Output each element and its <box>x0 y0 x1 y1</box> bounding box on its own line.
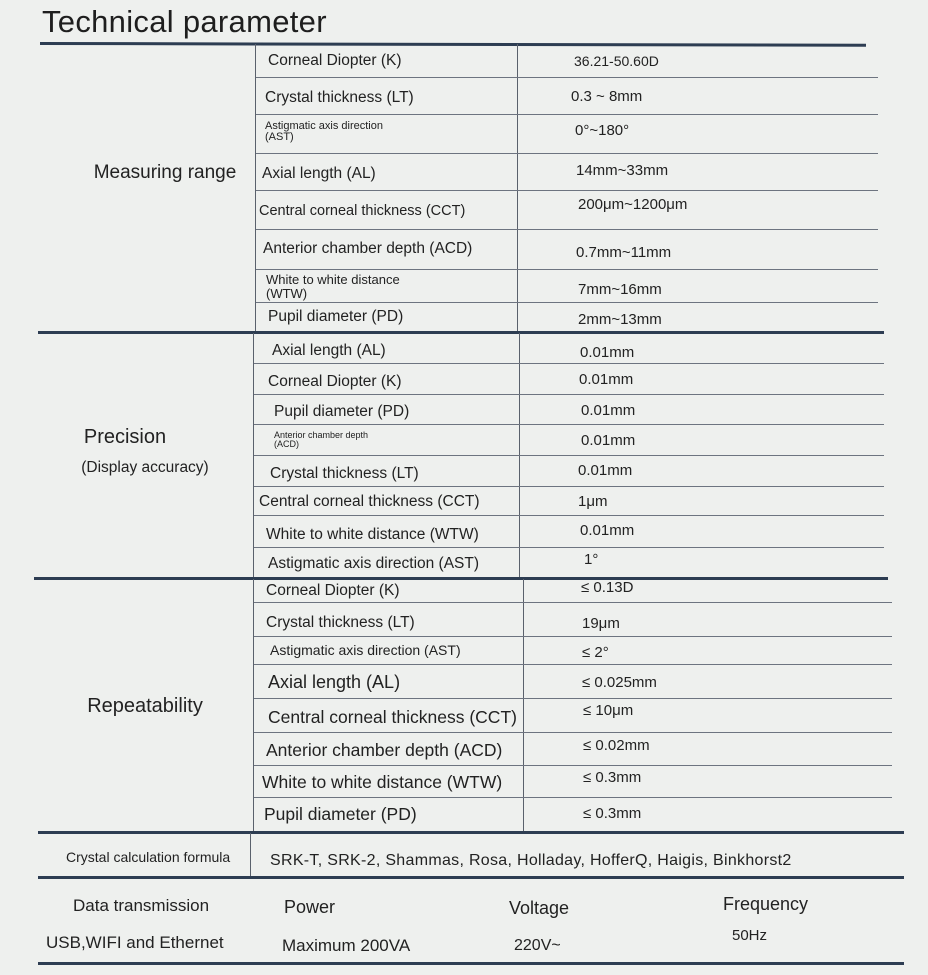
param-value: 36.21-50.60D <box>574 53 659 69</box>
param-value: 2mm~13mm <box>578 311 662 328</box>
section-divider <box>38 876 904 879</box>
row-divider <box>254 732 892 733</box>
section-label-measuring-range: Measuring range <box>93 162 237 183</box>
row-divider <box>256 153 878 154</box>
row-divider <box>254 797 892 798</box>
param-value: ≤ 0.3mm <box>583 769 642 786</box>
row-divider <box>256 114 878 115</box>
param-label: Astigmatic axis direction (AST) <box>268 555 480 572</box>
column-divider <box>253 579 254 831</box>
row-divider <box>256 302 878 303</box>
param-label: Anterior chamber depth (ACD) <box>274 430 369 449</box>
voltage-value: 220V~ <box>514 937 561 954</box>
param-value: ≤ 0.02mm <box>583 737 650 754</box>
row-divider <box>256 190 878 191</box>
param-value: ≤ 10μm <box>583 702 634 719</box>
param-value: 14mm~33mm <box>576 162 669 179</box>
param-label: White to white distance (WTW) <box>266 272 400 301</box>
row-divider <box>254 394 884 395</box>
param-label: Axial length (AL) <box>272 342 386 359</box>
row-divider <box>254 636 892 637</box>
row-divider <box>254 486 884 487</box>
param-label: Corneal Diopter (K) <box>268 373 402 390</box>
param-label: Anterior chamber depth (ACD) <box>266 740 503 760</box>
param-label: Axial length (AL) <box>262 165 376 182</box>
param-label: Axial length (AL) <box>268 672 401 692</box>
row-divider <box>256 77 878 78</box>
param-value: 0°~180° <box>575 122 630 139</box>
row-divider <box>254 363 884 364</box>
param-value: ≤ 2° <box>582 644 609 661</box>
param-label: Central corneal thickness (CCT) <box>268 707 517 727</box>
section-divider <box>38 831 904 834</box>
param-value: 0.01mm <box>580 522 635 539</box>
param-label: Crystal thickness (LT) <box>266 614 415 631</box>
param-value: 7mm~16mm <box>578 281 662 298</box>
voltage-label: Voltage <box>509 898 570 918</box>
row-divider <box>254 765 892 766</box>
power-value: Maximum 200VA <box>282 936 411 955</box>
param-value: 0.01mm <box>579 371 634 388</box>
param-label: Pupil diameter (PD) <box>264 804 417 824</box>
data-transmission-label: Data transmission <box>73 896 210 915</box>
section-divider <box>38 331 884 334</box>
param-label: Central corneal thickness (CCT) <box>259 493 480 510</box>
param-value: 0.01mm <box>580 344 635 361</box>
row-divider <box>256 229 878 230</box>
column-divider <box>523 579 524 831</box>
header-rule <box>40 42 866 47</box>
param-label: White to white distance (WTW) <box>266 526 479 543</box>
param-value: 19μm <box>582 615 620 632</box>
param-label: Astigmatic axis direction (AST) <box>270 642 461 658</box>
frequency-value: 50Hz <box>732 927 768 944</box>
param-value: 0.01mm <box>578 462 633 479</box>
section-divider <box>34 577 888 580</box>
page-title: Technical parameter <box>42 4 327 39</box>
column-divider <box>255 44 256 331</box>
param-label: Crystal thickness (LT) <box>265 89 414 106</box>
formula-value: SRK-T, SRK-2, Shammas, Rosa, Holladay, HofferQ, Haigis, Binkhorst2 <box>270 852 792 869</box>
param-value: 1μm <box>578 493 608 510</box>
row-divider <box>254 664 892 665</box>
section-label-precision: Precision <box>83 426 167 448</box>
param-label: Corneal Diopter (K) <box>268 52 402 69</box>
section-sublabel-precision: (Display accuracy) <box>81 459 209 476</box>
row-divider <box>254 455 884 456</box>
data-transmission-value: USB,WIFI and Ethernet <box>46 933 224 952</box>
param-value: 1° <box>584 551 599 568</box>
param-value: 0.3 ~ 8mm <box>571 88 643 105</box>
row-divider <box>254 698 892 699</box>
param-label: Astigmatic axis direction (AST) <box>265 120 383 143</box>
param-label: Pupil diameter (PD) <box>274 403 410 420</box>
power-label: Power <box>284 897 336 917</box>
column-divider <box>250 833 251 876</box>
param-label: Corneal Diopter (K) <box>266 582 400 599</box>
param-value: ≤ 0.3mm <box>583 805 642 822</box>
param-value: 0.01mm <box>581 432 636 449</box>
frequency-label: Frequency <box>723 894 809 914</box>
param-label: Pupil diameter (PD) <box>268 308 404 325</box>
formula-label: Crystal calculation formula <box>66 849 231 865</box>
param-value: ≤ 0.13D <box>581 579 634 596</box>
param-value: 0.01mm <box>581 402 636 419</box>
param-value: 0.7mm~11mm <box>576 244 672 261</box>
column-divider <box>517 44 518 331</box>
footer-rule <box>38 962 904 965</box>
param-value: ≤ 0.025mm <box>582 674 657 691</box>
section-label-repeatability: Repeatability <box>87 695 203 717</box>
row-divider <box>254 602 892 603</box>
row-divider <box>254 424 884 425</box>
param-label: Anterior chamber depth (ACD) <box>263 240 473 257</box>
row-divider <box>256 269 878 270</box>
param-value: 200μm~1200μm <box>578 196 688 213</box>
row-divider <box>254 515 884 516</box>
param-label: Central corneal thickness (CCT) <box>259 203 466 219</box>
param-label: White to white distance (WTW) <box>262 772 503 792</box>
row-divider <box>254 547 884 548</box>
param-label: Crystal thickness (LT) <box>270 465 419 482</box>
